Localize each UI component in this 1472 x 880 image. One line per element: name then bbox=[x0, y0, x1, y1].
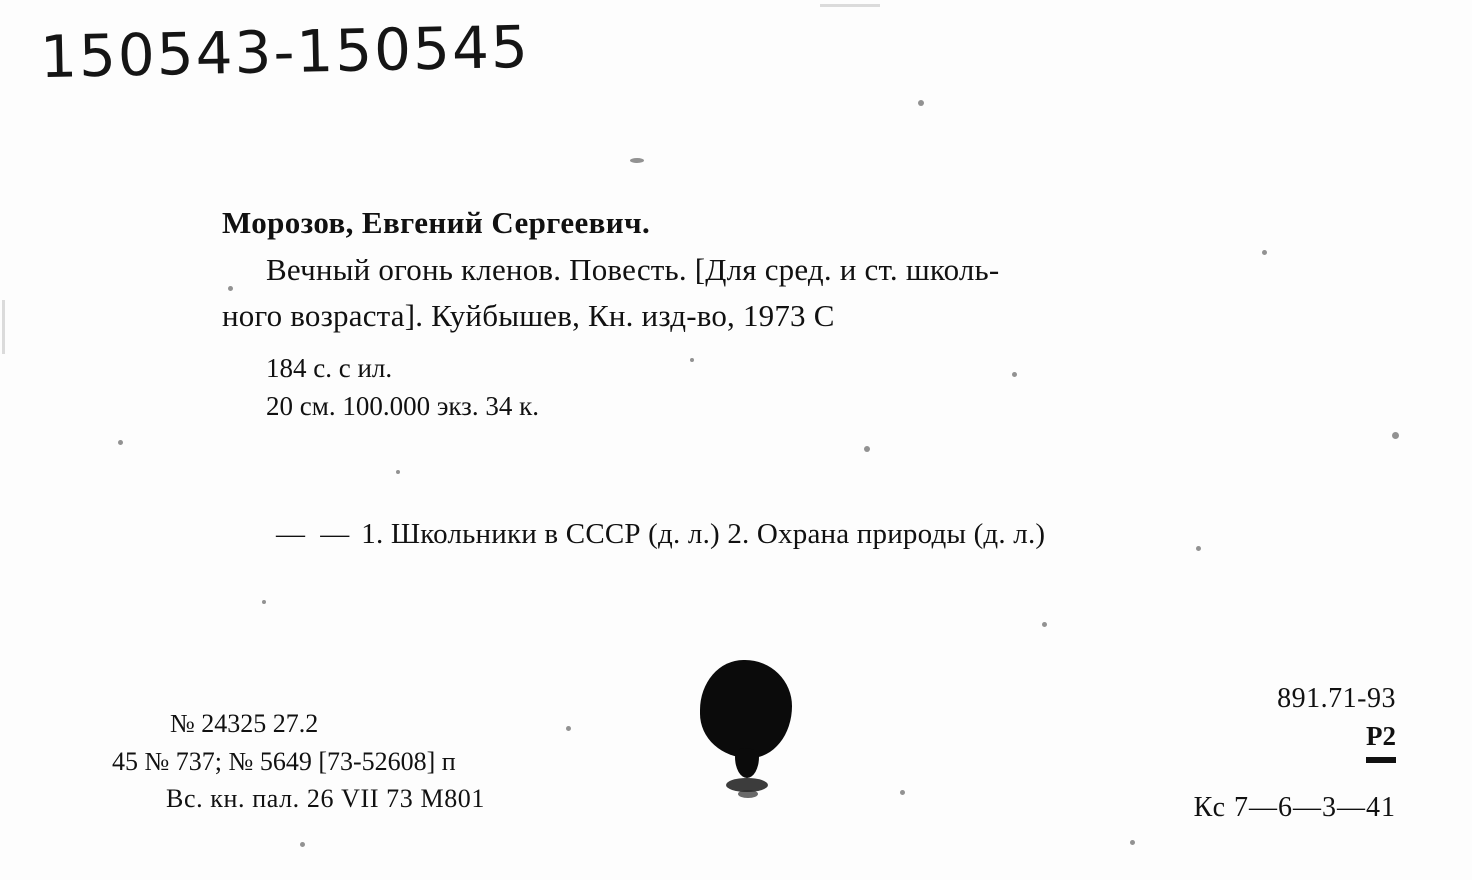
speck bbox=[918, 100, 924, 106]
ink-blot-icon bbox=[700, 660, 792, 758]
speck bbox=[118, 440, 123, 445]
author-heading: Морозов, Евгений Сергеевич. bbox=[222, 205, 651, 240]
speck bbox=[900, 790, 905, 795]
speck bbox=[262, 600, 266, 604]
subject-tracings bbox=[276, 518, 1045, 551]
speck bbox=[1130, 840, 1135, 845]
physical-description-line-2: 20 см. 100.000 экз. 34 к. bbox=[266, 391, 539, 422]
tracing-text: 1. Школьники в СССР (д. л.) 2. Охрана природы (д. л.) bbox=[361, 518, 1046, 550]
ink-blot-splash-secondary-icon bbox=[738, 790, 758, 798]
physical-description-line-1: 184 с. с ил. bbox=[266, 352, 393, 383]
title-statement-line-2: ного возраста]. Куйбышев, Кн. изд-во, 1973 С bbox=[222, 297, 835, 333]
title-statement-line-1: Вечный огонь кленов. Повесть. [Для сред. и ст. школь- bbox=[266, 252, 1000, 287]
physical-description bbox=[266, 349, 1342, 426]
classification-code: Р2 bbox=[1366, 718, 1396, 763]
speck bbox=[1196, 546, 1201, 551]
classification-block bbox=[1194, 680, 1396, 827]
printing-data bbox=[112, 705, 485, 818]
printing-data-line-2: 45 № 737; № 5649 [73-52608] п bbox=[112, 746, 456, 776]
speck bbox=[396, 470, 400, 474]
speck bbox=[566, 726, 571, 731]
speck bbox=[1042, 622, 1047, 627]
printing-data-line-1: № 24325 27.2 bbox=[170, 709, 319, 738]
printing-data-line-3: Вс. кн. пал. 26 VII 73 М801 bbox=[166, 784, 485, 814]
udk-number: 891.71-93 bbox=[1277, 683, 1396, 714]
speck bbox=[300, 842, 305, 847]
speck bbox=[1392, 432, 1399, 439]
tracing-dashes: — — bbox=[276, 518, 354, 550]
scan-streak-left bbox=[2, 300, 5, 354]
ink-blot-tail-icon bbox=[735, 748, 759, 778]
bibliographic-record bbox=[222, 205, 1342, 425]
shelf-code: Кс 7—6—3—41 bbox=[1193, 792, 1396, 824]
scan-streak-top bbox=[820, 4, 880, 7]
speck bbox=[630, 158, 644, 163]
speck bbox=[864, 446, 870, 452]
handwritten-accession-number: 150543-150545 bbox=[39, 12, 531, 92]
